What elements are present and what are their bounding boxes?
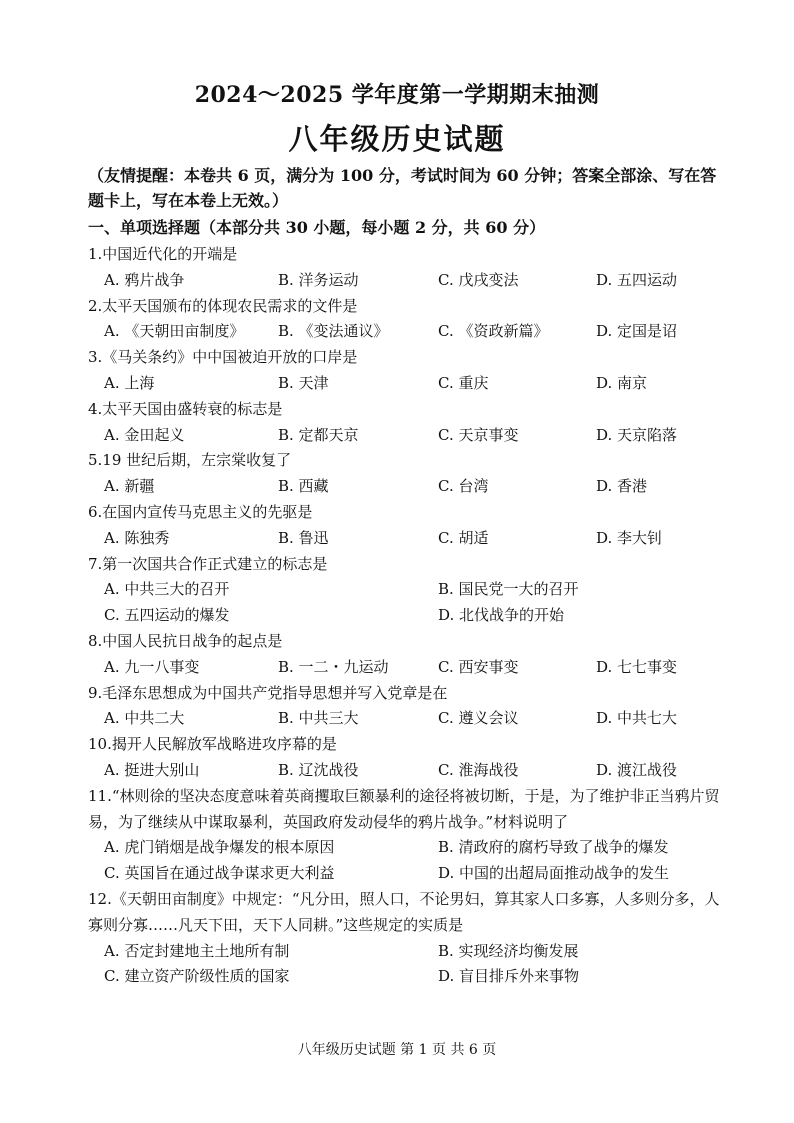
answer-option: A. 否定封建地主土地所有制 <box>104 941 290 960</box>
answer-option: C. 天京事变 <box>438 425 519 444</box>
question-stem: 4.太平天国由盛转衰的标志是 <box>88 399 283 418</box>
answer-option: B. 定都天京 <box>278 425 359 444</box>
question-item <box>88 397 738 449</box>
question-stem: 7.第一次国共合作正式建立的标志是 <box>88 554 328 573</box>
question-item <box>88 448 738 500</box>
answer-option: B. 国民党一大的召开 <box>438 580 579 599</box>
answer-option: B. 《变法通议》 <box>278 322 389 341</box>
option-row <box>88 268 738 294</box>
answer-option: B. 天津 <box>278 373 329 392</box>
question-stem: 3.《马关条约》中中国被迫开放的口岸是 <box>88 348 358 367</box>
question-item <box>88 552 738 629</box>
question-stem: 12.《天朝田亩制度》中规定：“凡分田，照人口，不论男妇，算其家人口多寡，人多则分多，人寡则分寡……凡天下田，天下人同耕。”这些规定的实质是 <box>88 889 720 934</box>
option-row <box>88 319 738 345</box>
option-row <box>88 861 738 887</box>
section-title: 一、单项选择题（本部分共 30 小题，每小题 2 分，共 60 分） <box>88 218 546 237</box>
answer-option: C. 重庆 <box>438 373 489 392</box>
answer-option: D. 北伐战争的开始 <box>438 606 565 625</box>
answer-option: B. 鲁迅 <box>278 528 329 547</box>
subject-title: 八年级历史试题 <box>288 122 506 156</box>
option-row <box>88 577 738 603</box>
answer-option: C. 淮海战役 <box>438 760 519 779</box>
question-stem: 5.19 世纪后期，左宗棠收复了 <box>88 451 292 470</box>
answer-option: D. 中国的出超局面推动战争的发生 <box>438 864 670 883</box>
option-row <box>88 371 738 397</box>
question-item <box>88 242 738 294</box>
option-row <box>88 423 738 449</box>
question-stem: 1.中国近代化的开端是 <box>88 245 238 263</box>
answer-option: A. 新疆 <box>104 477 155 496</box>
question-stem: 10.揭开人民解放军战略进攻序幕的是 <box>88 735 337 754</box>
answer-option: A. 上海 <box>104 373 155 392</box>
option-row <box>88 758 738 784</box>
answer-option: C. 西安事变 <box>438 657 519 676</box>
answer-option: B. 中共三大 <box>278 709 359 728</box>
question-item <box>88 500 738 552</box>
answer-option: C. 五四运动的爆发 <box>104 606 230 625</box>
answer-option: C. 台湾 <box>438 477 489 496</box>
question-stem: 6.在国内宣传马克思主义的先驱是 <box>88 502 313 521</box>
question-item <box>88 629 738 681</box>
question-item <box>88 681 738 733</box>
option-row <box>88 939 738 965</box>
answer-option: D. 渡江战役 <box>596 760 678 779</box>
answer-option: C. 英国旨在通过战争谋求更大利益 <box>104 864 335 883</box>
answer-option: A. 九一八事变 <box>104 657 200 676</box>
page-footer: 八年级历史试题 第 1 页 共 6 页 <box>297 1042 497 1058</box>
answer-option: D. 香港 <box>596 477 648 496</box>
question-stem: 2.太平天国颁布的体现农民需求的文件是 <box>88 296 358 315</box>
answer-option: C. 遵义会议 <box>438 709 519 728</box>
answer-option: A. 金田起义 <box>104 425 185 444</box>
question-item <box>88 732 738 784</box>
answer-option: C. 胡适 <box>438 528 489 547</box>
answer-option: D. 五四运动 <box>596 270 678 289</box>
answer-option: D. 李大钊 <box>596 528 663 547</box>
answer-option: D. 南京 <box>596 373 648 392</box>
answer-option: A. 中共二大 <box>104 709 185 728</box>
question-item <box>88 294 738 346</box>
answer-option: B. 西藏 <box>278 477 329 496</box>
answer-option: B. 洋务运动 <box>278 270 359 289</box>
question-item <box>88 784 738 887</box>
answer-option: D. 七七事变 <box>596 657 678 676</box>
option-row <box>88 706 738 732</box>
question-item <box>88 887 738 990</box>
answer-option: B. 清政府的腐朽导致了战争的爆发 <box>438 838 669 857</box>
answer-option: C. 建立资产阶级性质的国家 <box>104 967 290 986</box>
answer-option: B. 辽沈战役 <box>278 760 359 779</box>
question-stem: 8.中国人民抗日战争的起点是 <box>88 631 283 650</box>
answer-option: A. 虎门销烟是战争爆发的根本原因 <box>104 838 335 857</box>
answer-option: D. 定国是诏 <box>596 322 678 341</box>
option-row <box>88 474 738 500</box>
answer-option: B. 一二・九运动 <box>278 657 389 676</box>
question-item <box>88 345 738 397</box>
option-row <box>88 835 738 861</box>
answer-option: C. 《资政新篇》 <box>438 322 549 341</box>
answer-option: A. 中共三大的召开 <box>104 580 230 599</box>
option-row <box>88 964 738 990</box>
exam-title: 2024～2025 学年度第一学期期末抽测 <box>194 82 600 108</box>
option-row <box>88 655 738 681</box>
option-row <box>88 603 738 629</box>
answer-option: A. 鸦片战争 <box>104 270 185 289</box>
answer-option: A. 挺进大别山 <box>104 760 200 779</box>
answer-option: A. 陈独秀 <box>104 528 170 547</box>
option-row <box>88 526 738 552</box>
question-list <box>88 242 738 990</box>
answer-option: D. 盲目排斥外来事物 <box>438 967 580 986</box>
answer-option: A. 《天朝田亩制度》 <box>104 322 245 341</box>
answer-option: D. 中共七大 <box>596 709 678 728</box>
exam-notice: （友情提醒：本卷共 6 页，满分为 100 分，考试时间为 60 分钟；答案全部涂、写在答题卡上，写在本卷上无效。） <box>88 166 717 210</box>
answer-option: D. 天京陷落 <box>596 425 678 444</box>
question-stem: 11.“林则徐的坚决态度意味着英商攫取巨额暴利的途径将被切断，于是，为了维护非正当鸦片贸易，为了继续从中谋取暴利，英国政府发动侵华的鸦片战争。”材料说明了 <box>88 786 720 831</box>
answer-option: B. 实现经济均衡发展 <box>438 941 579 960</box>
answer-option: C. 戊戌变法 <box>438 270 519 289</box>
question-stem: 9.毛泽东思想成为中国共产党指导思想并写入党章是在 <box>88 683 448 702</box>
